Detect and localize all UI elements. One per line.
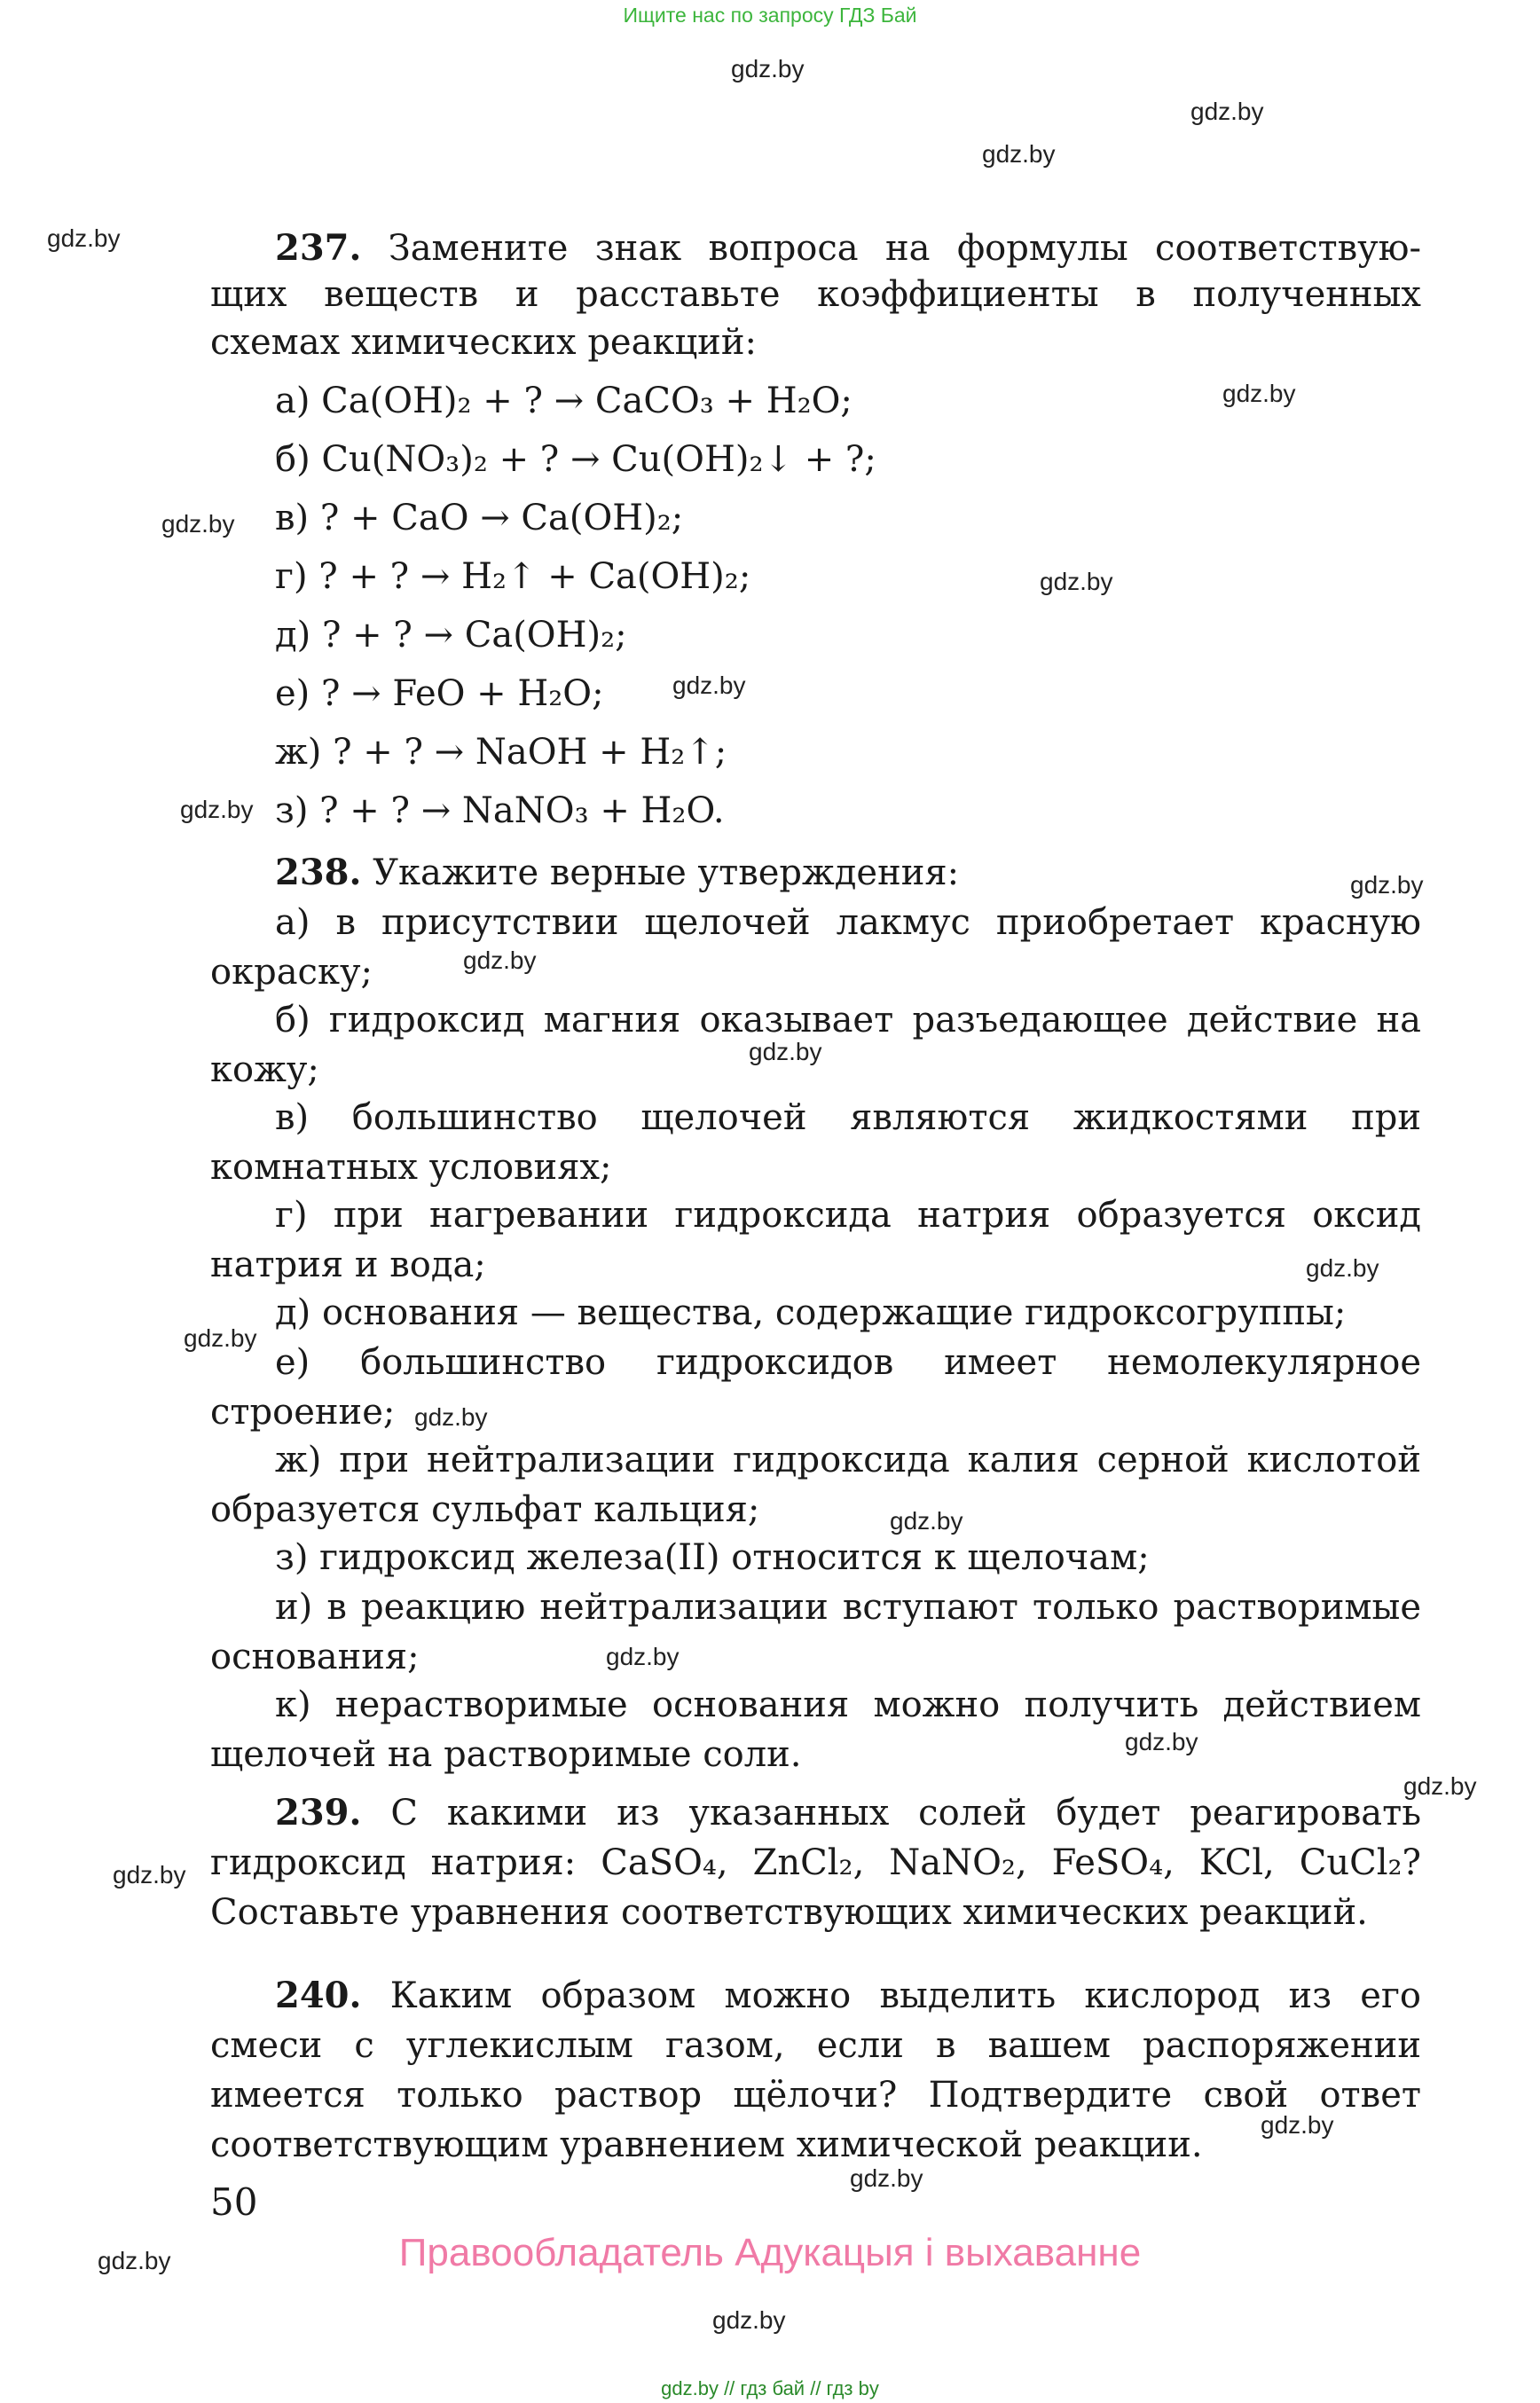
task-237-number: 237. <box>275 227 362 269</box>
watermark: gdz.by <box>1222 380 1296 407</box>
watermark: gdz.by <box>1350 871 1424 899</box>
watermark: gdz.by <box>890 1507 963 1535</box>
reaction-label: г) <box>275 556 308 597</box>
task-238-number: 238. <box>275 852 362 893</box>
reaction-label: а) <box>275 381 310 421</box>
watermark: gdz.by <box>161 510 235 538</box>
task-239-number: 239. <box>275 1792 362 1834</box>
reaction-item <box>275 495 683 541</box>
task-239 <box>210 1788 1421 1937</box>
reaction-equation: ? + ? → NaNO₃ + H₂O. <box>319 790 725 831</box>
watermark: gdz.by <box>1125 1728 1198 1755</box>
task-240-text: Каким образом можно выделить кислород из его смеси с углекислым газом, если в вашем распоряжении имеется только раствор щёлочи? Подтвердите свой ответ соответствующим уравнением химической реакции. <box>210 1975 1421 2165</box>
task-240 <box>210 1971 1421 2170</box>
copyright-notice: Правообладатель Адукацыя і выхаванне <box>398 2231 1142 2274</box>
watermark: gdz.by <box>180 796 254 823</box>
statement: з) гидроксид железа(II) относится к щелочам; <box>275 1537 1150 1578</box>
task-237-text-1: Замените знак вопроса на формулы соответствую- <box>388 228 1421 269</box>
bottom-banner: gdz.by // гдз бай // гдз by <box>661 2377 879 2399</box>
watermark: gdz.by <box>1403 1772 1477 1800</box>
task-239-text: С какими из указанных солей будет реагировать гидроксид натрия: CaSO₄, ZnCl₂, NaNO₂, FeSO₄, KCl, CuCl₂? Составьте уравнения соответствующих химических реакций. <box>210 1793 1422 1933</box>
reaction-label: б) <box>275 439 310 480</box>
reaction-item <box>275 554 750 600</box>
reaction-equation: ? + ? → Ca(OH)₂; <box>321 615 627 656</box>
reaction-item <box>275 729 727 775</box>
watermark: gdz.by <box>463 946 537 974</box>
task-238-title-text: Укажите верные утверждения: <box>373 852 960 893</box>
reaction-label: ж) <box>275 732 322 773</box>
reaction-label: в) <box>275 498 310 538</box>
reaction-item <box>275 788 725 834</box>
task-238-title <box>275 850 959 896</box>
watermark: gdz.by <box>850 2164 923 2192</box>
reaction-label: е) <box>275 673 310 714</box>
top-banner: Ищите нас по запросу ГДЗ Бай <box>623 4 917 27</box>
reaction-equation: ? + ? → H₂↑ + Ca(OH)₂; <box>318 556 751 597</box>
task-240-number: 240. <box>275 1975 362 2016</box>
reaction-equation: Cu(NO₃)₂ + ? → Cu(OH)₂↓ + ?; <box>321 439 876 480</box>
watermark: gdz.by <box>1190 98 1264 125</box>
watermark: gdz.by <box>749 1038 822 1065</box>
watermark: gdz.by <box>1040 568 1113 595</box>
watermark: gdz.by <box>606 1643 680 1670</box>
statement: и) в реакцию нейтрализации вступают только растворимые основания; <box>210 1587 1421 1677</box>
statement: д) основания — вещества, содержащие гидроксогруппы; <box>275 1292 1347 1333</box>
watermark: gdz.by <box>98 2247 171 2274</box>
statement: в) большинство щелочей являются жидкостями при комнатных условиях; <box>210 1097 1421 1188</box>
watermark: gdz.by <box>712 2306 786 2334</box>
reaction-equation: ? + ? → NaOH + H₂↑; <box>333 732 727 773</box>
page-number: 50 <box>210 2180 258 2224</box>
watermark: gdz.by <box>731 55 805 82</box>
reaction-item <box>275 436 876 483</box>
task-237-line-3: схемах химических реакций: <box>210 322 757 363</box>
watermark: gdz.by <box>982 140 1056 168</box>
watermark: gdz.by <box>47 224 121 252</box>
statement: ж) при нейтрализации гидроксида калия серной кислотой образуется сульфат кальция; <box>210 1440 1421 1530</box>
watermark: gdz.by <box>113 1861 186 1889</box>
statement: к) нерастворимые основания можно получить действием щелочей на растворимые соли. <box>210 1684 1421 1775</box>
task-237-line-2: щих веществ и расставьте коэффициенты в полученных <box>210 274 1421 315</box>
statement: г) при нагревании гидроксида натрия образуется оксид натрия и вода; <box>210 1195 1421 1285</box>
reaction-equation: ? → FeO + H₂O; <box>321 673 604 714</box>
watermark: gdz.by <box>672 671 746 699</box>
reaction-equation: ? + CaO → Ca(OH)₂; <box>319 498 684 538</box>
watermark: gdz.by <box>414 1403 488 1431</box>
reaction-item <box>275 378 852 424</box>
statement: а) в присутствии щелочей лакмус приобретает красную окраску; <box>210 902 1421 993</box>
watermark: gdz.by <box>184 1324 257 1352</box>
statement: е) большинство гидроксидов имеет немолекулярное строение; <box>210 1342 1421 1433</box>
reaction-item <box>275 671 604 717</box>
statement: б) гидроксид магния оказывает разъедающее действие на кожу; <box>210 1000 1421 1090</box>
reaction-label: з) <box>275 790 309 831</box>
watermark: gdz.by <box>1306 1254 1379 1282</box>
task-237-line-1 <box>275 225 1421 271</box>
reaction-item <box>275 612 627 658</box>
watermark: gdz.by <box>1261 2111 1334 2139</box>
reaction-label: д) <box>275 615 311 656</box>
reaction-equation: Ca(OH)₂ + ? → CaCO₃ + H₂O; <box>321 381 852 421</box>
